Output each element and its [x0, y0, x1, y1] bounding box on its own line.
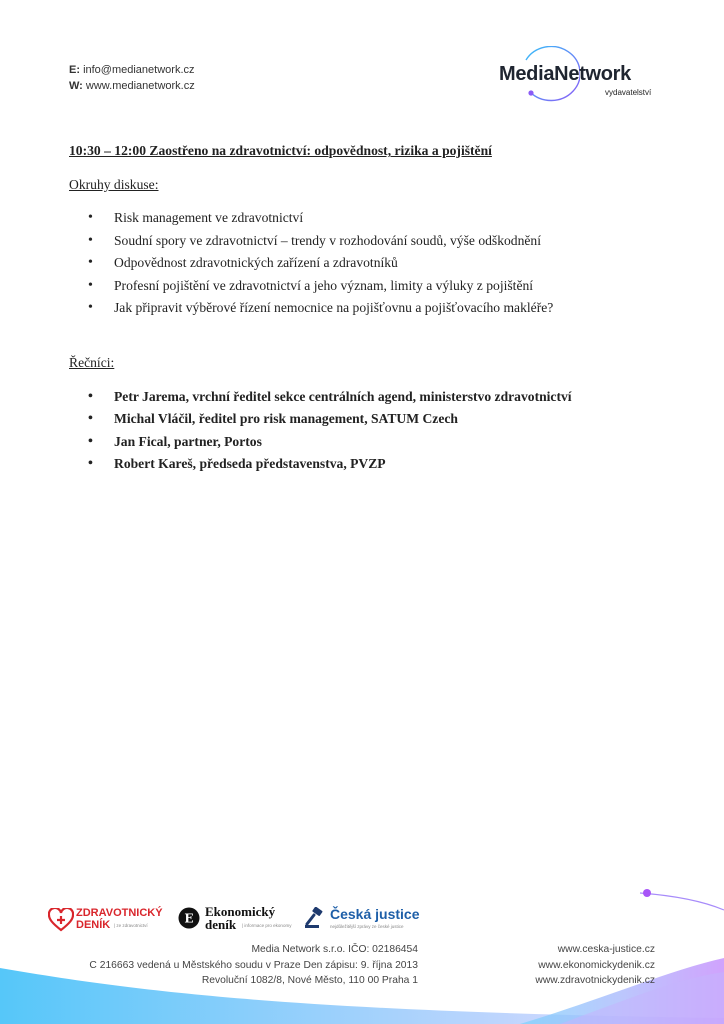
- list-item: • Petr Jarema, vrchní ředitel sekce centrálních agend, ministerstvo zdravotnictví: [69, 386, 669, 409]
- partner-name-line1: ZDRAVOTNICKÝ: [76, 907, 163, 919]
- partner-tagline: | ze zdravotnictví: [114, 923, 148, 928]
- speakers-list: [69, 386, 669, 476]
- website-link[interactable]: www.ceska-justice.cz: [557, 944, 655, 955]
- company-line: C 216663 vedená u Městského soudu v Praze Den zápisu: 9. října 2013: [89, 959, 418, 971]
- email-label: E:: [69, 64, 80, 76]
- email-link[interactable]: info@medianetwork.cz: [83, 64, 195, 76]
- medianetwork-logo: [492, 44, 662, 106]
- list-item: • Soudní spory ve zdravotnictví – trendy v rozhodování soudů, výše odškodnění: [69, 230, 669, 253]
- web-label: W:: [69, 79, 83, 92]
- partner-tagline: nejdůležitější zprávy ze české justice: [330, 924, 404, 929]
- list-item: • Profesní pojištění ve zdravotnictví a jeho význam, limity a výluky z pojištění: [69, 275, 669, 298]
- company-info: [89, 942, 418, 989]
- partner-ekonomicky-denik[interactable]: [178, 900, 292, 938]
- partner-ceska-justice[interactable]: [304, 900, 424, 938]
- partner-logos: [48, 900, 428, 940]
- topics-list: [69, 207, 669, 320]
- partner-name-line1: Česká justice: [330, 906, 420, 922]
- session-content: [69, 142, 669, 476]
- list-item: • Risk management ve zdravotnictví: [69, 207, 669, 230]
- logo-text: MediaNetwork: [499, 63, 631, 85]
- partner-name-line2: deník: [205, 917, 237, 932]
- company-line: Revoluční 1082/8, Nové Město, 110 00 Praha 1: [201, 975, 418, 987]
- website-link[interactable]: www.ekonomickydenik.cz: [538, 959, 655, 971]
- cross-heart-icon: [48, 908, 74, 932]
- web-link[interactable]: www.medianetwork.cz: [85, 79, 195, 92]
- list-item: • Jak připravit výběrové řízení nemocnice na pojišťovnu a pojišťovacího makléře?: [69, 297, 669, 320]
- list-item: • Michal Vláčil, ředitel pro risk management, SATUM Czech: [69, 408, 669, 431]
- topics-heading: Okruhy diskuse:: [69, 177, 159, 192]
- list-item: • Jan Fical, partner, Portos: [69, 431, 669, 454]
- partner-name-line1: Ekonomický: [205, 904, 276, 919]
- list-item: • Odpovědnost zdravotnických zařízení a zdravotníků: [69, 252, 669, 275]
- website-link[interactable]: www.zdravotnickydenik.cz: [535, 975, 655, 987]
- e-circle-icon: [178, 907, 200, 929]
- web-line: [69, 79, 195, 95]
- contact-block: [69, 63, 195, 94]
- svg-text:E: E: [184, 911, 194, 926]
- speakers-heading: Řečníci:: [69, 354, 115, 370]
- email-line: [69, 63, 195, 79]
- company-line: Media Network s.r.o. IČO: 02186454: [251, 944, 418, 955]
- partner-name-line2: DENÍK: [76, 919, 111, 931]
- partner-zdravotnicky-denik[interactable]: [48, 900, 166, 938]
- gavel-icon: [304, 907, 328, 929]
- footer-websites: [535, 942, 655, 989]
- list-item: • Robert Kareš, předseda představenstva, PVZP: [69, 453, 669, 476]
- logo-subtitle: vydavatelství: [605, 88, 652, 97]
- session-title: 10:30 – 12:00 Zaostřeno na zdravotnictví: odpovědnost, rizika a pojištění: [69, 143, 492, 158]
- partner-tagline: | informace pro ekonomy: [242, 923, 292, 928]
